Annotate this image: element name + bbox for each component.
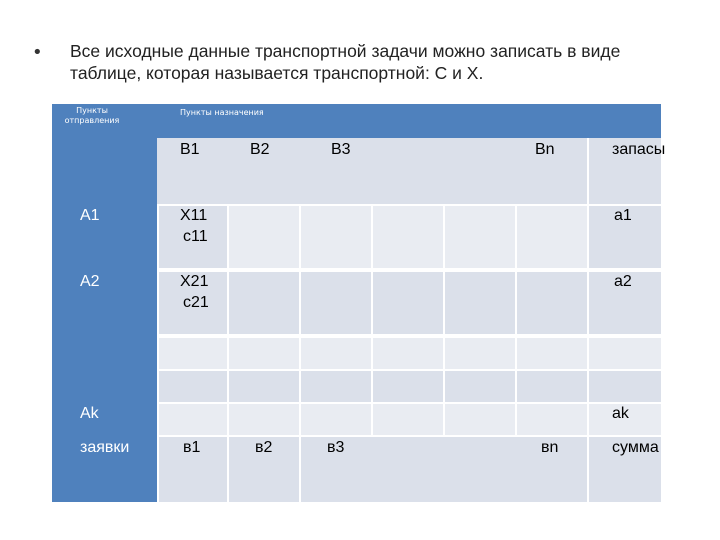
destinations-row xyxy=(157,138,661,204)
divider xyxy=(227,437,229,502)
row-a2-x: X21 xyxy=(180,273,209,290)
dest-b2: B2 xyxy=(250,141,270,158)
empty-row-cell xyxy=(301,338,371,369)
row-a1-cell xyxy=(301,206,371,268)
demand-bn: вn xyxy=(541,439,559,456)
demand-b2: в2 xyxy=(255,439,273,456)
empty-row-origin xyxy=(52,370,157,403)
row-a1-c: c11 xyxy=(183,228,208,245)
row-a1-origin xyxy=(52,204,157,270)
dest-bn: Bn xyxy=(535,141,555,158)
dest-b1: B1 xyxy=(180,141,200,158)
row-ak-cell xyxy=(159,404,227,435)
row-a1-cell xyxy=(517,206,587,268)
header-destination-label: Пункты назначения xyxy=(180,108,264,117)
row-a1-cell xyxy=(373,206,443,268)
divider xyxy=(299,437,301,502)
bullet-dot: • xyxy=(32,42,43,63)
empty-row-cell xyxy=(445,371,515,402)
bullet-text: Все исходные данные транспортной задачи можно записать в виде таблице, которая называется транспортной: С и Х. xyxy=(70,41,621,83)
row-a1-supply: a1 xyxy=(614,207,632,224)
supplies-label: запасы xyxy=(612,141,666,158)
row-a1-label: A1 xyxy=(80,207,100,224)
row-a2-origin xyxy=(52,270,157,336)
empty-row-cell xyxy=(373,371,443,402)
row-ak-origin xyxy=(52,403,157,436)
empty-row-cell xyxy=(229,338,299,369)
empty-row-origin xyxy=(52,336,157,370)
divider xyxy=(587,437,589,502)
empty-row-cell xyxy=(517,338,587,369)
demand-b3: в3 xyxy=(327,439,345,456)
empty-row-cell xyxy=(373,338,443,369)
row-a1-x: X11 xyxy=(180,207,208,224)
row-a2-cell xyxy=(445,272,515,334)
row-ak-cell xyxy=(229,404,299,435)
dest-b3: B3 xyxy=(331,141,351,158)
demand-total: сумма xyxy=(612,439,659,456)
row-a2-label: A2 xyxy=(80,273,100,290)
demand-row-cells xyxy=(159,437,661,502)
demand-b1: в1 xyxy=(183,439,201,456)
row-a1-cell xyxy=(445,206,515,268)
row-a1-cell xyxy=(229,206,299,268)
row-a2-cell xyxy=(373,272,443,334)
row-ak-cell xyxy=(373,404,443,435)
empty-row-cell xyxy=(301,371,371,402)
row-ak-label: Ak xyxy=(80,405,99,422)
row-a2-cell xyxy=(301,272,371,334)
row-ak-cell xyxy=(445,404,515,435)
empty-row-cell xyxy=(517,371,587,402)
row-a2-cell xyxy=(229,272,299,334)
row-ak-cell xyxy=(517,404,587,435)
row-a2-c: c21 xyxy=(183,294,209,311)
row-a2-supply: a2 xyxy=(614,273,632,290)
header-origin-label: Пункты отправления xyxy=(64,106,120,125)
empty-row-cell xyxy=(589,338,661,369)
divider xyxy=(587,138,589,204)
empty-row-cell xyxy=(445,338,515,369)
demand-row-label: заявки xyxy=(80,439,130,456)
empty-row-cell xyxy=(229,371,299,402)
empty-row-cell xyxy=(589,371,661,402)
empty-row-cell xyxy=(159,338,227,369)
row-ak-cell xyxy=(301,404,371,435)
row-ak-supply: ak xyxy=(612,405,629,422)
row-a2-cell xyxy=(517,272,587,334)
empty-row-cell xyxy=(159,371,227,402)
